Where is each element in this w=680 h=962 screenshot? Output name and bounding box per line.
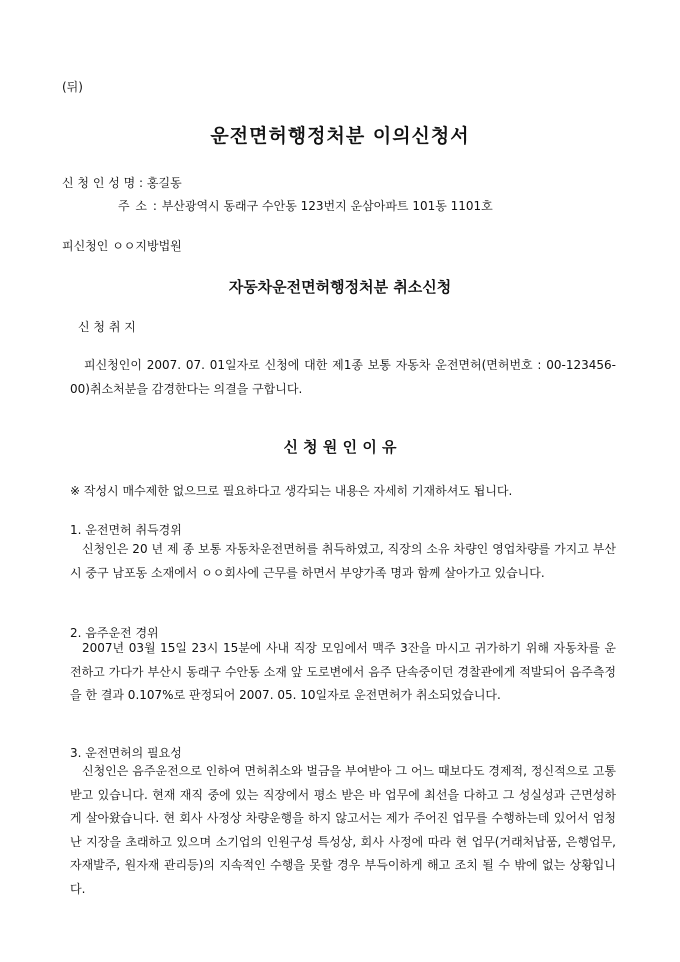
applicant-name: 홍길동 <box>146 176 182 190</box>
purpose-heading: 신 청 취 지 <box>78 320 136 334</box>
section-1-heading: 1. 운전면허 취득경위 <box>70 523 182 537</box>
purpose-text <box>70 354 616 401</box>
section-2-paragraph: 2007년 03월 15일 23시 15분에 사내 직장 모임에서 맥주 3잔을 마시고 귀가하기 위해 자동차를 운전하고 가다가 부산시 동래구 수안동 소재 앞 도로변에서 음주 단속중이던 경찰관에게 적발되어 음주측정을 한 결과 0.107%로 판정되어 2007. 05. 10일자로 운전면허가 취소되었습니다. <box>70 641 616 702</box>
section-1-paragraph: 신청인은 20 년 제 종 보통 자동차운전면허를 취득하였고, 직장의 소유 차량인 영업차량를 가지고 부산시 중구 남포동 소재에서 ㅇㅇ회사에 근무를 하면서 부양가족 명과 함께 살아가고 있습니다. <box>70 542 616 580</box>
document-title: 운전면허행정처분 이의신청서 <box>210 125 470 147</box>
section-1-text <box>70 538 616 585</box>
respondent-label: 피신청인 <box>62 239 109 253</box>
respondent-row <box>62 237 182 254</box>
section-2-text <box>70 637 616 708</box>
section-3-paragraph: 신청인은 음주운전으로 인하여 면허취소와 벌금을 부여받아 그 어느 때보다도 경제적, 정신적으로 고통받고 있습니다. 현재 재직 중에 있는 직장에서 평소 받은 바 업무에 최선을 다하고 그 성실성과 근면성하게 살아왔습니다. 현 회사 사정상 차량운행을 하지 않고서는 제가 주어진 업무를 수행하는데 있어서 엄청난 지장을 초래하고 있으며 소기업의 인원구성 특성상, 회사 사정에 따라 현 업무(거래처납품, 은행업무, 자재발주, 원자재 관리등)의 지속적인 수행을 못할 경우 부득이하게 해고 조치 될 수 밖에 없는 상황입니다. <box>70 764 616 896</box>
respondent-value: ㅇㅇ지방법원 <box>112 239 182 253</box>
applicant-name-row <box>62 174 182 191</box>
section-3-text <box>70 760 616 901</box>
applicant-address-label: 주 소 : <box>118 199 158 213</box>
section-3-heading: 3. 운전면허의 필요성 <box>70 746 182 760</box>
section-2-heading: 2. 음주운전 경위 <box>70 626 159 640</box>
applicant-name-label: 신 청 인 성 명 : <box>62 176 144 190</box>
applicant-address-row <box>118 197 493 214</box>
applicant-address: 부산광역시 동래구 수안동 123번지 운삼아파트 101동 1101호 <box>161 199 493 213</box>
back-side-label: (뒤) <box>62 80 83 94</box>
purpose-paragraph: 피신청인이 2007. 07. 01일자로 신청에 대한 제1종 보통 자동차 운전면허(면허번호 : 00-123456-00)취소처분을 감경한다는 의결을 구합니다. <box>70 358 616 396</box>
reasons-note: ※ 작성시 매수제한 없으므로 필요하다고 생각되는 내용은 자세히 기재하셔도 됩니다. <box>70 484 513 498</box>
subject-heading: 자동차운전면허행정처분 취소신청 <box>228 278 452 296</box>
reasons-heading: 신 청 원 인 이 유 <box>283 438 397 456</box>
